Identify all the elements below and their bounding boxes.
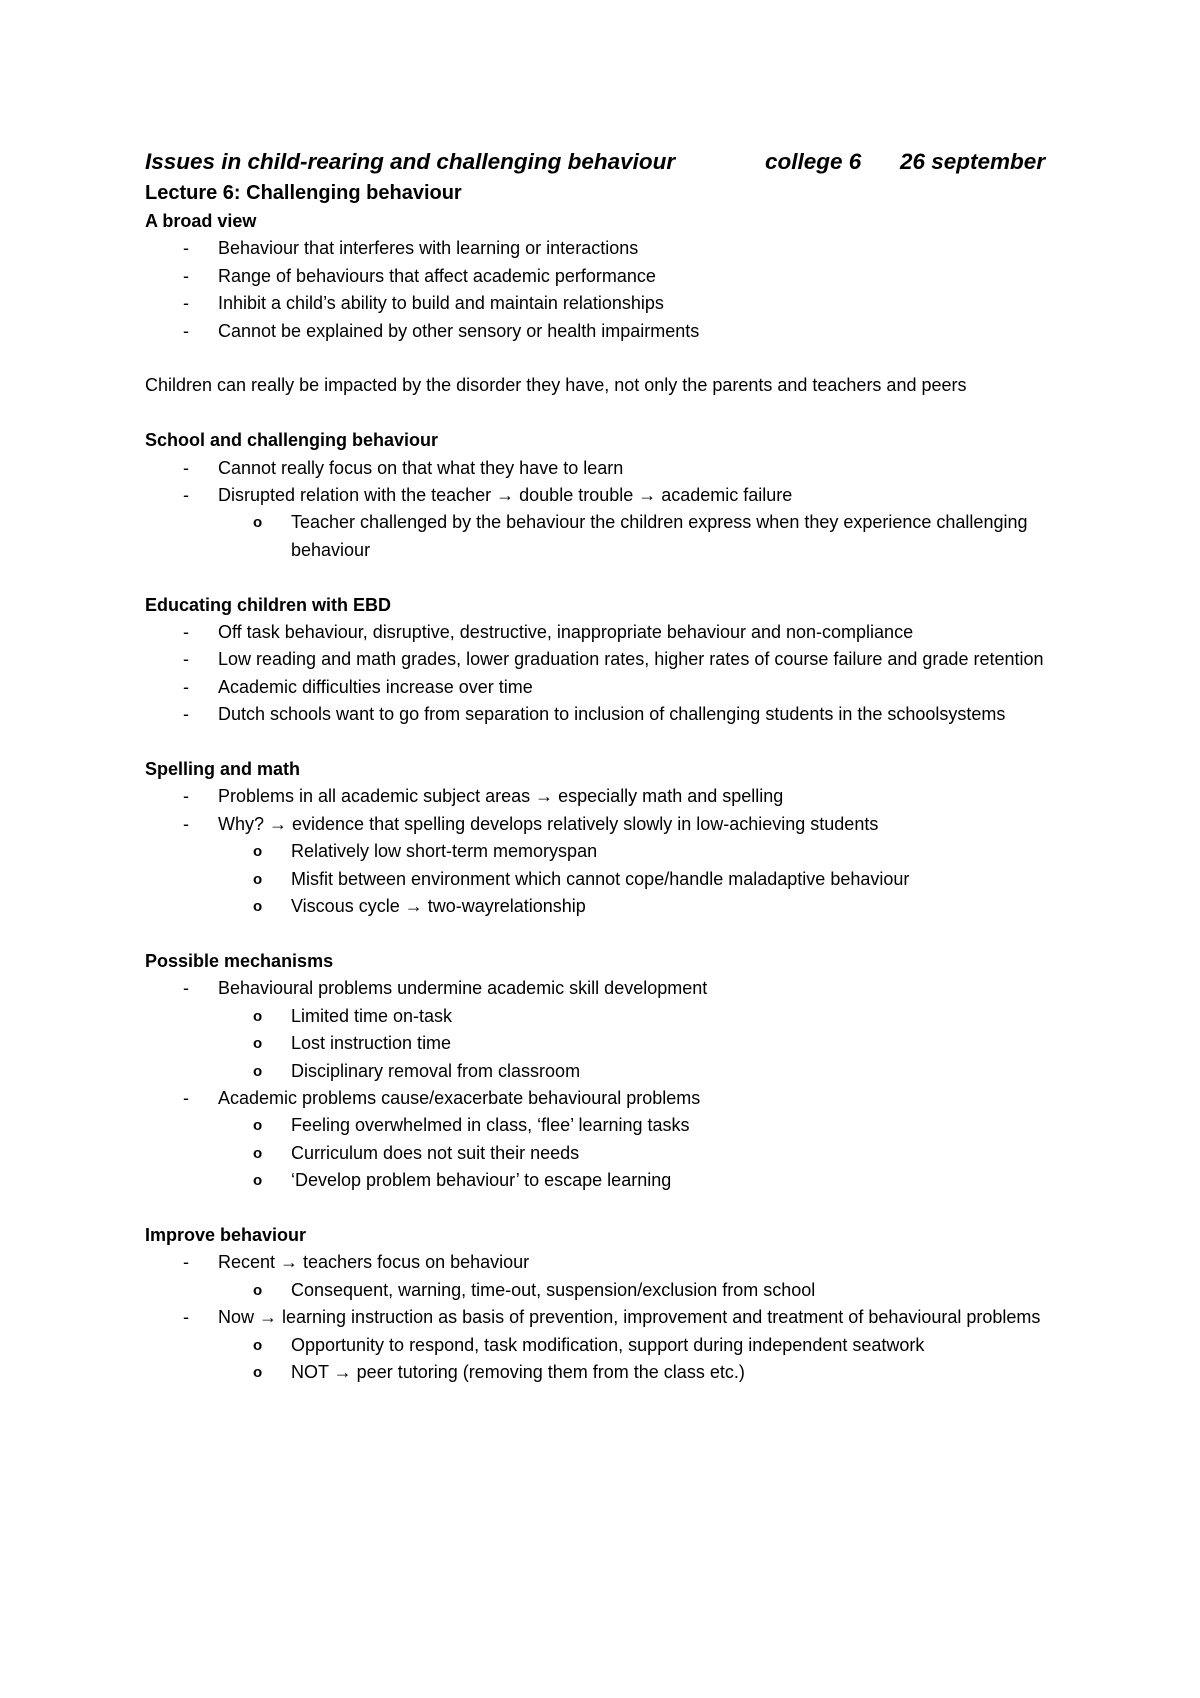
spacer bbox=[145, 1195, 1065, 1222]
dash-bullet: - bbox=[183, 265, 189, 286]
list-item: - Why? → evidence that spelling develops relatively slowly in low-achieving students bbox=[145, 811, 1065, 838]
circle-bullet: o bbox=[253, 1062, 263, 1080]
circle-bullet: o bbox=[253, 1281, 263, 1299]
circle-bullet: o bbox=[253, 843, 263, 861]
title-main: Issues in child-rearing and challenging behaviour bbox=[145, 149, 676, 174]
section-heading: Possible mechanisms bbox=[145, 950, 334, 971]
list-item: - Academic difficulties increase over time bbox=[145, 674, 1065, 701]
dash-bullet: - bbox=[183, 649, 189, 670]
list-item: - Range of behaviours that affect academic performance bbox=[145, 263, 1065, 290]
list-item: - Off task behaviour, disruptive, destructive, inappropriate behaviour and non-compliance bbox=[145, 619, 1065, 646]
section-heading: A broad view bbox=[145, 211, 257, 231]
spacer bbox=[145, 345, 1065, 372]
list-item: - Now → learning instruction as basis of prevention, improvement and treatment of behavioural problems bbox=[145, 1304, 1065, 1331]
sub-list-item: o Lost instruction time bbox=[145, 1030, 1065, 1057]
dash-bullet: - bbox=[183, 1252, 189, 1273]
circle-bullet: o bbox=[253, 898, 263, 916]
sub-list-item: o Disciplinary removal from classroom bbox=[145, 1058, 1065, 1085]
list-item: - Behavioural problems undermine academic skill development bbox=[145, 975, 1065, 1002]
circle-bullet: o bbox=[253, 1363, 263, 1381]
list-item: - Disrupted relation with the teacher → double trouble → academic failure bbox=[145, 482, 1065, 509]
list-item: - Inhibit a child’s ability to build and maintain relationships bbox=[145, 290, 1065, 317]
lecture-heading: Lecture 6: Challenging behaviour bbox=[145, 182, 462, 204]
dash-bullet: - bbox=[183, 238, 189, 259]
sub-list-item: o Limited time on-task bbox=[145, 1003, 1065, 1030]
dash-bullet: - bbox=[183, 622, 189, 643]
circle-bullet: o bbox=[253, 1007, 263, 1025]
paragraph: Children can really be impacted by the disorder they have, not only the parents and teachers and peers bbox=[145, 375, 967, 396]
circle-bullet: o bbox=[253, 1144, 263, 1162]
list-item: - Cannot be explained by other sensory or health impairments bbox=[145, 318, 1065, 345]
circle-bullet: o bbox=[253, 1035, 263, 1053]
sub-list-item: o Opportunity to respond, task modification, support during independent seatwork bbox=[145, 1332, 1065, 1359]
section-heading: Educating children with EBD bbox=[145, 594, 392, 615]
dash-bullet: - bbox=[183, 293, 189, 314]
list-item: - Low reading and math grades, lower graduation rates, higher rates of course failure and grade retention bbox=[145, 646, 1065, 673]
list-item: - Behaviour that interferes with learning or interactions bbox=[145, 235, 1065, 262]
dash-bullet: - bbox=[183, 813, 189, 834]
title-date: 26 september bbox=[900, 149, 1046, 174]
sub-list-item: o ‘Develop problem behaviour’ to escape learning bbox=[145, 1167, 1065, 1194]
dash-bullet: - bbox=[183, 704, 189, 725]
dash-bullet: - bbox=[183, 978, 189, 999]
circle-bullet: o bbox=[253, 514, 263, 532]
list-item: - Academic problems cause/exacerbate behavioural problems bbox=[145, 1085, 1065, 1112]
document-content bbox=[145, 145, 1065, 1386]
circle-bullet: o bbox=[253, 870, 263, 888]
section-heading: School and challenging behaviour bbox=[145, 430, 439, 451]
list-item: - Recent → teachers focus on behaviour bbox=[145, 1249, 1065, 1276]
dash-bullet: - bbox=[183, 1307, 189, 1328]
dash-bullet: - bbox=[183, 320, 189, 341]
sub-list-item: o NOT → peer tutoring (removing them from the class etc.) bbox=[145, 1359, 1065, 1386]
sub-list-item: o Curriculum does not suit their needs bbox=[145, 1140, 1065, 1167]
sub-list-item: o Consequent, warning, time-out, suspension/exclusion from school bbox=[145, 1277, 1065, 1304]
list-item: - Problems in all academic subject areas → especially math and spelling bbox=[145, 783, 1065, 810]
circle-bullet: o bbox=[253, 1117, 263, 1135]
sub-list-item: o Relatively low short-term memoryspan bbox=[145, 838, 1065, 865]
dash-bullet: - bbox=[183, 1087, 189, 1108]
list-item: - Cannot really focus on that what they have to learn bbox=[145, 455, 1065, 482]
dash-bullet: - bbox=[183, 786, 189, 807]
section-heading: Improve behaviour bbox=[145, 1224, 307, 1245]
spacer bbox=[145, 564, 1065, 591]
spacer bbox=[145, 921, 1065, 948]
section-heading: Spelling and math bbox=[145, 759, 301, 780]
list-item: - Dutch schools want to go from separation to inclusion of challenging students in the schoolsystems bbox=[145, 701, 1065, 728]
circle-bullet: o bbox=[253, 1336, 263, 1354]
spacer bbox=[145, 400, 1065, 427]
dash-bullet: - bbox=[183, 457, 189, 478]
title-college: college 6 bbox=[765, 149, 862, 174]
document-title bbox=[145, 145, 1065, 178]
sub-list-item: o Teacher challenged by the behaviour the children express when they experience challenging behaviour bbox=[145, 509, 1065, 564]
sub-list-item: o Feeling overwhelmed in class, ‘flee’ learning tasks bbox=[145, 1112, 1065, 1139]
spacer bbox=[145, 729, 1065, 756]
dash-bullet: - bbox=[183, 676, 189, 697]
circle-bullet: o bbox=[253, 1172, 263, 1190]
sub-list-item: o Misfit between environment which cannot cope/handle maladaptive behaviour bbox=[145, 866, 1065, 893]
sub-list-item: o Viscous cycle → two-wayrelationship bbox=[145, 893, 1065, 920]
dash-bullet: - bbox=[183, 485, 189, 506]
